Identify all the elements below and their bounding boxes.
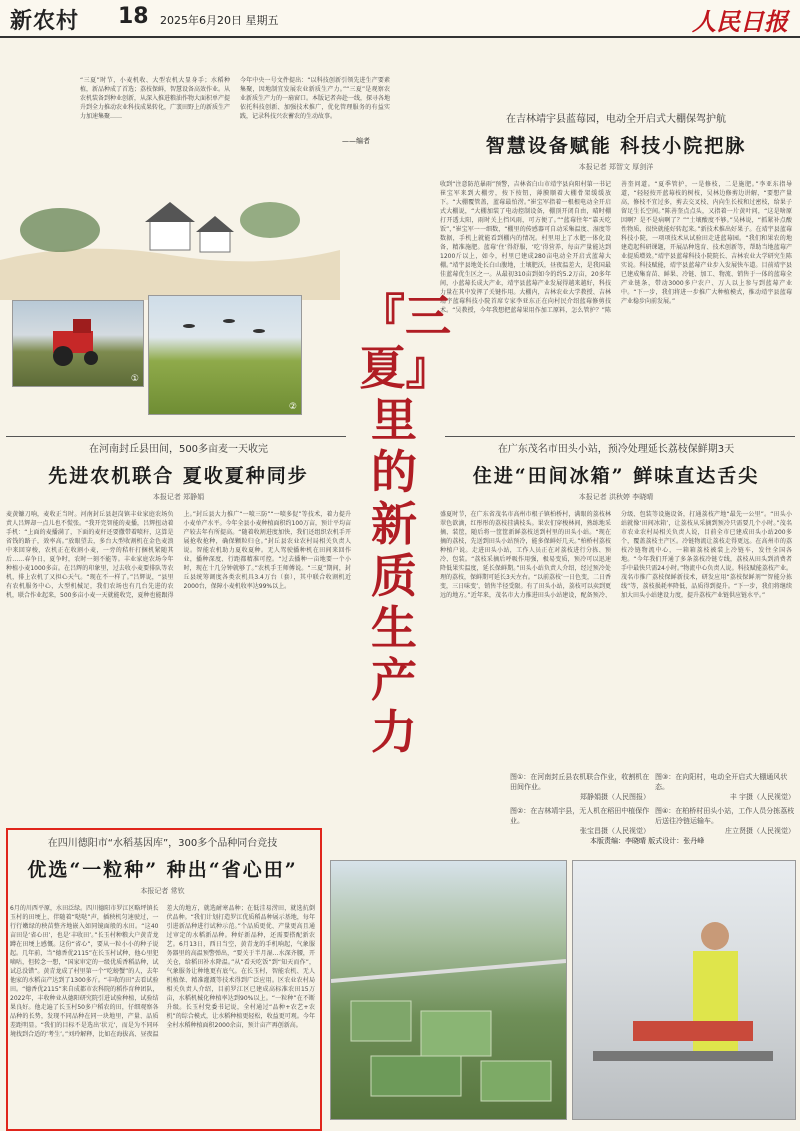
article-kicker: 在四川德阳市“水稻基因库”，300多个品种同台竞技 xyxy=(47,838,278,849)
intro-text-2: 今年中央一号文件提出：“以科技创新引领先进生产要素集聚，因地制宜发展农业新质生产力。”“三夏”是观察农业新质生产力的一扇窗口。本版记者奔赴一线，探寻各地依托科技创新、加强技术推广，优化管理服务的有益实践，记录科技兴农蓄农的生动故事。 xyxy=(240,77,390,120)
article-body: 6月的川西平原，水田泛绿。四川德阳市罗江区略坪镇长玉村的田埂上，伴随着“哒哒”声，插秧机匀速驶过，一行行嫩绿的秧苗整齐地嵌入如同镜面般的水田。“这40亩田是‘省心田’，也是‘丰收田’。”长玉村种粮大户黄青龙蹲在田埂上感慨。这份“省心”，要从一粒小小的种子说起。几年前，当“德香优2115”在长玉村试种，他心里犯嘀咕，但转念一想，“国家审定的一级优质香稻品种，试试总没错”。黄青龙成了村里第一个“吃螃蟹”的人，去年他家的水稻亩产达到了1300多斤。“丰收的田”去看试验田。“德香优2115”来自成都市农科院的稻作育种团队，2022年，丰收种业从德阳研究院引进试验种植，试验结果良好。他走遍了长玉村50多户稻农的田，仔细观察各品种的长势，发现不同品种在同一块地里，产量、品质差距明显。“我们的目标不是选出‘状元’，而是为不同环境找到合适的‘考生’。”刘玲解释，比如在海拔高、昼夜温差大的地方，就选耐寒品种；在低洼易涝田，就选抗倒伏品种。“我们计划打造罗江优质稻品种展示基地，每年引进新品种进行试种示范。”个品质更优、产量更高且通过审定的水稻新品种。种好新品种，还需要搭配新农艺。6月13日，西日当空，黄青龙的手机响起，气象服务器里的高温预警弹出，“要关于半月湿…水深齐腰，开关仓，给稻田补水降温。”从“看天吃饭”到“知天而作”，气象服务让种地更有底气。在长玉村，智能农机、无人机植保、精准灌溉等技术得到广泛应用。区农业农村局相关负责人介绍，目前罗江区已建成高标准农田15万亩，水稻机械化种植率达到90%以上。“一粒种”在不断升级。长玉村党委书记说，全村通过“品种+农艺+农机”的综合模式，让水稻种植更轻松，收益更可观。今年全村水稻种植面积2000余亩，预计亩产再创新高。 xyxy=(10,905,315,1038)
divider-horizontal-right xyxy=(445,436,795,437)
article-guangdong xyxy=(440,440,792,770)
page-footer-credits: 本版责编：李晓晴 版式设计：张丹峰 xyxy=(590,837,705,845)
article-headline: 优选“一粒种” 种出“省心田” xyxy=(27,859,298,881)
caption-credit-1: 郑静娟摄（人民图报） xyxy=(580,793,650,801)
intro-text-1: “三夏”时节，小麦机收、大型农机大显身手；水稻种植，新品种成了首选；荔枝保鲜，智慧设备高效作业。从农机装备到种业创新，从深入推进粮油作物大面积单产提升到全力推动农业科技成果转化，广袤田野上的新质生产力加速集聚…… xyxy=(80,77,230,120)
caption-credit-2: 张宝昌摄（人民视觉） xyxy=(580,827,650,835)
article-byline: 本报记者 常钦 xyxy=(140,887,185,895)
article-body: 盛夏时节，在广东省茂名市高州市根子镇柏桥村，满眼的荔枝林翠色欲滴，红彤彤的荔枝挂满枝头。果农们穿梭林间，熟练地采摘、装筐，随后将一筐筐新鲜荔枝送到村里的田头小站。“现在摘的荔枝，先送到田头小站预冷，能多保鲜好几天。”柏桥村荔枝种植户说。走进田头小站，工作人员正在对荔枝进行分拣、预冷、包装。“荔枝采摘后呼吸作用强，极易变质，预冷可以迅速降低果实温度，延长保鲜期。”田头小站负责人介绍，经过预冷处理的荔枝，保鲜期可延长3天左右。“以前荔枝‘一日色变，二日香变，三日味变’，销售半径受限。有了田头小站，荔枝可以卖到更远的地方。”近年来，茂名市大力推进田头小站建设，配备预冷、分级、包装等设施设备，打通荔枝产地“最先一公里”。“田头小站就像‘田间冰箱’，让荔枝从采摘到预冷只需要几个小时。”茂名市农业农村局相关负责人说，目前全市已建成田头小站200多个，覆盖荔枝主产区。冷链物流让荔枝走得更远。在高州市的荔枝冷链物流中心，一箱箱荔枝被装上冷链车，发往全国各地。“今年我们开通了多条荔枝冷链专线，荔枝从田头到消费者手中最快只需24小时。”物流中心负责人说。科技赋能荔枝产业。茂名市推广荔枝保鲜新技术，研发应用“荔枝保鲜剂”“智能分拣线”等，荔枝损耗率降低，品质得到提升。“下一步，我们将继续加大田头小站建设力度，提升荔枝产业链供应链水平。” xyxy=(440,511,792,599)
caption-photo-3: 图③：在向阳村，电动全开启式大棚通风状态。 xyxy=(655,773,788,791)
masthead-logo: 人民日报 xyxy=(692,7,788,36)
caption-photo-2: 图②：在吉林靖宇县，无人机在稻田中植保作业。 xyxy=(510,807,650,825)
article-byline: 本报记者 郑静娟 xyxy=(152,493,205,501)
divider-horizontal-left xyxy=(6,436,346,437)
aerial-paddy-photo xyxy=(330,860,567,1120)
decorative-village-illustration xyxy=(0,150,340,300)
caption-photo-1: 图①：在河南封丘县农机联合作业，收割机在田间作业。 xyxy=(510,773,650,791)
photo-badge-1: ① xyxy=(130,374,139,384)
article-byline: 本报记者 郑智文 厚剑洋 xyxy=(578,163,654,171)
article-headline: 智慧设备赋能 科技小院把脉 xyxy=(485,135,747,157)
caption-group-right xyxy=(655,772,795,836)
caption-credit-4: 庄立贤摄（人民视觉） xyxy=(725,827,795,835)
article-jilin xyxy=(440,110,792,430)
lychee-sorting-photo xyxy=(572,860,796,1120)
photo-badge-2: ② xyxy=(288,402,297,412)
caption-credit-3: 丰 宇摄（人民视觉） xyxy=(729,793,795,801)
caption-photo-4: 图④：在柏桥村田头小站，工作人员分拣荔枝后送往冷链运输车。 xyxy=(655,807,795,825)
issue-date: 2025年6月20日 星期五 xyxy=(160,14,279,27)
article-henan xyxy=(6,440,351,815)
editor-note: ——编者 xyxy=(342,137,370,145)
intro-block xyxy=(80,76,390,146)
article-kicker: 在广东茂名市田头小站，预冷处理延长荔枝保鲜期3天 xyxy=(497,444,735,455)
article-body: 麦黄镰刀响，麦收正当时。河南封丘县赵岗镇丰业家庭农场负责人吕辉却一点儿也不慌张。“我开完智能的麦播，吕辉扭动着手机：“上面的麦播满了，下面的麦秆还要撒带着喷秆，这算是省钱的路子，效率高。”放眼望去，多台大型收割机在金色麦浪中来回穿梭，农机正在收割小麦，一旁的秸秆打捆机紧随其后……春争日，夏争时，农时一刻不能等。丰业家庭农场今年种植小麦1000多亩。在吕辉的印象里，过去收小麦要排队等农机，排上农机了又担心天气。“现在不一样了。”吕辉说，“县里有农机服务中心，大型机械足，我们农场也有几台先进的农机，联合作业起来，500多亩小麦一天就能收完，夏种也能跟得上。”封丘县大力推广“一喷三防”“一喷多促”等技术，着力提升小麦单产水平。今年全县小麦种植面积约100万亩，预计平均亩产较去年有所提高。“随着收割进度加快，我们还组织农机手开展抢收抢种，确保颗粒归仓。”封丘县农业农村局相关负责人说。智能农机助力夏收夏种。无人驾驶播种机在田间来回作业，播种深度、行距都精准可控。“过去播种一亩地要一个小时，现在十几分钟就够了。”农机手王师傅说。“三夏”期间，封丘县统筹调度各类农机具3.4万台（套），其中联合收割机近2000台，保障小麦机收率达99%以上。 xyxy=(6,511,351,599)
article-body: 收到“注意防范暴雨”预警，吉林省白山市靖宇县向阳村第一书记崔宝军来到大棚旁，按下按钮，薄膜顺着大棚骨架缓缓放下。“大棚覆管盖，蓝莓最怕涝。”崔宝军指着一根根电动全开启式大棚说，“大棚加装了电动控制设备，棚顶开闭自由，晴时棚打开透太阳，雨时关上挡风雨，可方便了。”“蓝莓往年“靠天吃饭”，”崔宝军一一细数，“棚里的传感器可自动采集温度、湿度等数据，手机上就能看到棚内的情况。村里用上了水肥一体化设备，精准施肥。蓝莓‘住’得舒服，‘吃’得营养，每亩产量能达到1200斤以上，如今，村里已建成280亩电动全开启式蓝莓大棚。”靖宇县地处长白山腹地，土壤肥沃，昼夜温差大，是我国最佳蓝莓优生区之一。从最初310亩到如今的约5.2万亩，20多年间，小蓝莓长成大产业，靖宇县蓝莓产业发展得越来越好，科技力量在其中发挥了关键作用。大棚内，吉林农业大学教授、吉林靖宇蓝莓科技小院首席专家李亚东正在向村民介绍蓝莓修剪技术。“吴教授，今年我想把蓝莓果用作加工原料，怎么管护？”陈善奎问道。“夏季管护，一是修枝，二是施肥。”李亚东指导道，“轻轻按开蓝莓枝的树枝，吴林边修剪边讲解，“要想产量高，修枝不宜过多，剪去交叉枝、内向生长枝和过密枝，给果子留足生长空间。”陈善奎点点头，又指着一片黄叶问，“这是啥原因啊？是不是病啊了？”“土壤酸度不够。”吴林说，“抓紧补点酸性物质，很快就能好转起来。”新技术推出好果子。在靖宇县蓝莓科技小院，一项项技术从试验田走进蓝莓园。“我们和果农的地建造起科研课题，开展品种选育、技术创新等，帮助当地蓝莓产业提质增效。”靖宇县蓝莓科技小院院长、吉林农业大学研究生陈实说。科技赋能，靖宇县蓝莓产业步入发展快车道。目前靖宇县已建成集育苗、鲜果、冷链、加工、物流、销售于一体的蓝莓全产业链条，带动3000多户农户、万人以上参与到蓝莓产业中。“下一步，我们将进一步推广大种植模式，推动靖宇县蓝莓产业稳步向前发展。” xyxy=(440,181,792,314)
tractor-photo xyxy=(12,300,144,387)
page-header xyxy=(0,0,800,38)
article-sichuan xyxy=(10,834,315,1124)
article-headline: 住进“田间冰箱” 鲜味直达舌尖 xyxy=(472,465,760,487)
article-byline: 本报记者 洪秋婷 李晓晴 xyxy=(578,493,654,501)
article-headline: 先进农机联合 夏收夏种同步 xyxy=(48,465,309,487)
rice-field-drone-photo xyxy=(148,295,302,415)
page-number: 18 xyxy=(118,4,149,29)
feature-title: 『三夏』里的新质生产力 xyxy=(359,289,451,759)
article-kicker: 在吉林靖宇县蓝莓园，电动全开启式大棚保驾护航 xyxy=(506,114,726,125)
section-name: 新农村 xyxy=(10,9,80,34)
article-kicker: 在河南封丘县田间，500多亩麦一天收完 xyxy=(88,444,269,455)
caption-group-left xyxy=(510,772,650,836)
